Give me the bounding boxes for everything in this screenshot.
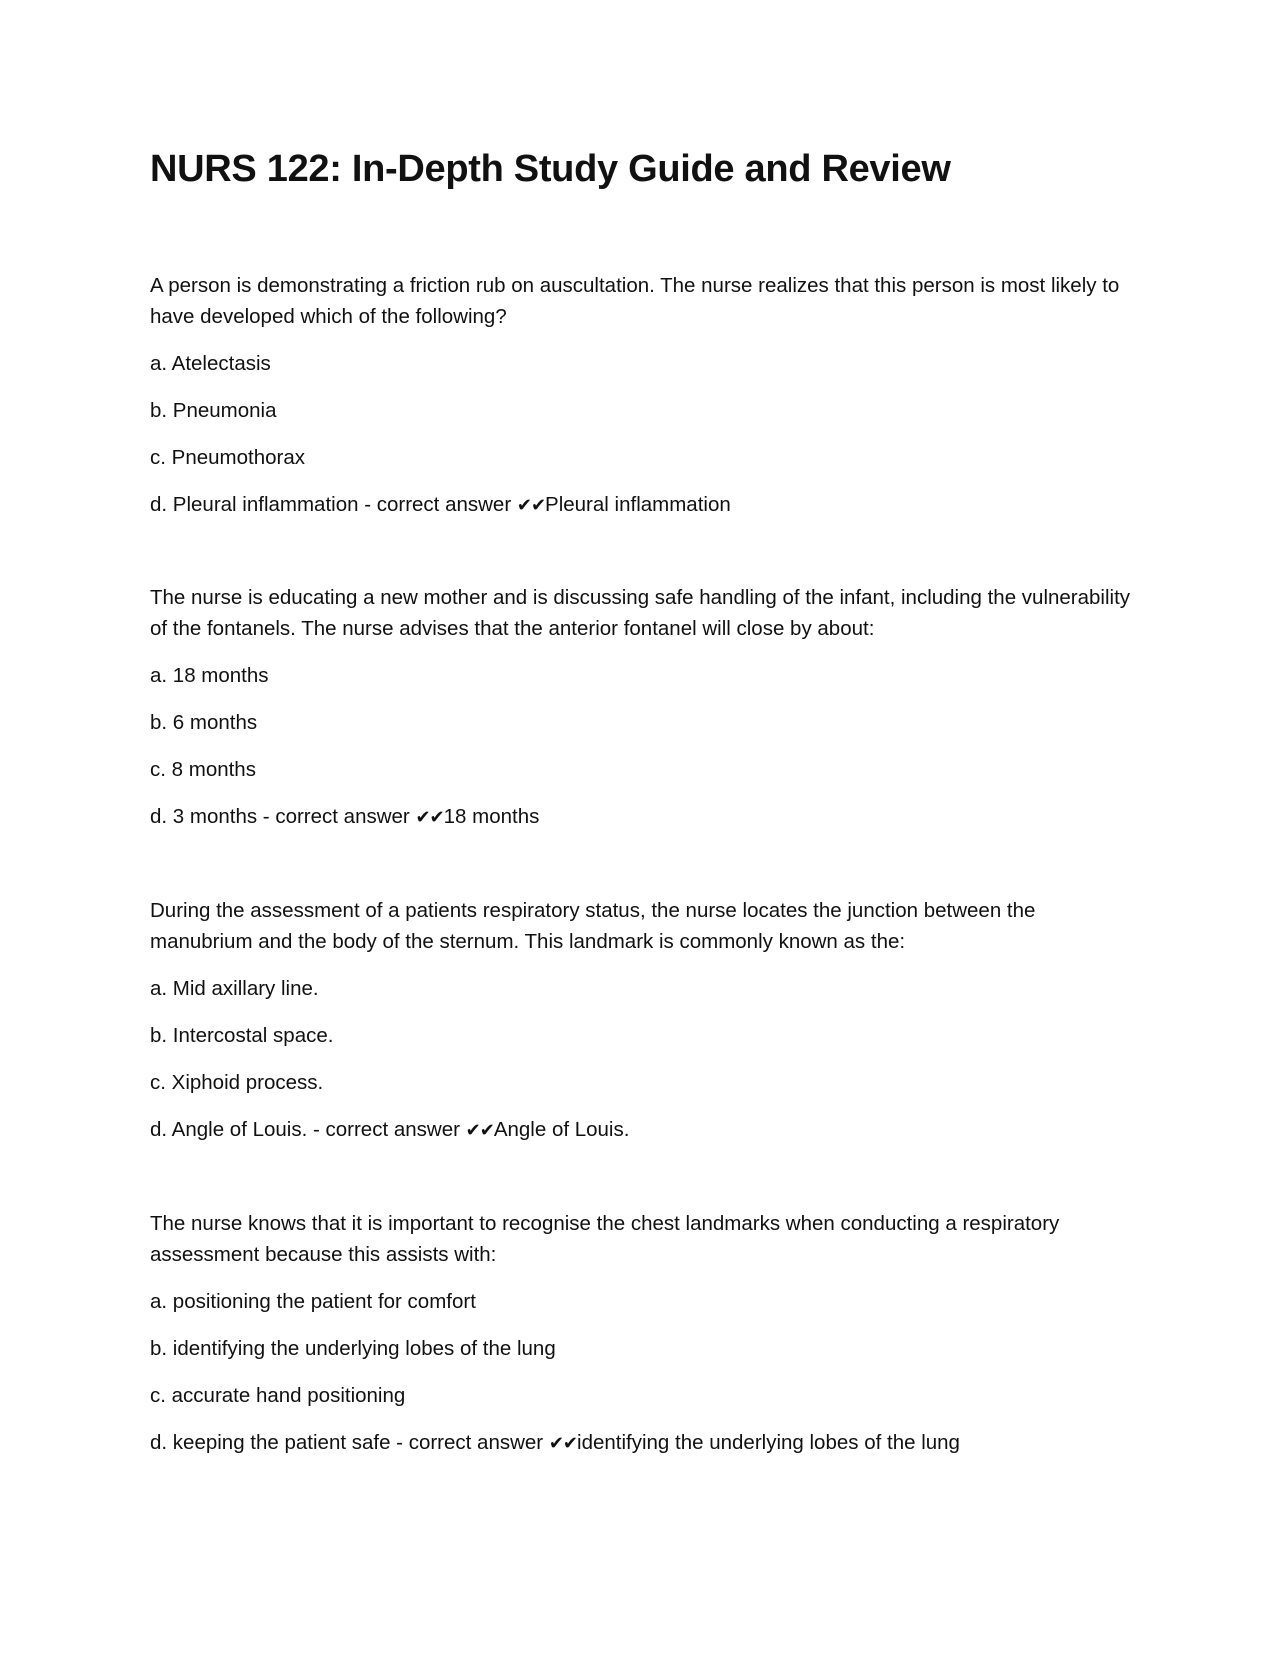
question-block-2 [150,582,1140,833]
question-block-3 [150,895,1140,1146]
option-b: b. Pneumonia [150,399,277,422]
check-mark-icon: ✔✔ [415,807,444,828]
option-b: b. 6 months [150,711,258,734]
option-d-with-answer [150,801,1140,833]
check-mark-icon: ✔✔ [548,1433,578,1454]
answer-options [150,1286,1140,1459]
option-a: a. 18 months [150,664,269,687]
answer-options [150,973,1140,1146]
option-c: c. 8 months [150,758,256,781]
check-mark-icon: ✔✔ [516,495,546,516]
correct-answer-text: 18 months [443,805,540,828]
option-d-with-answer [150,1427,1140,1459]
page-title: NURS 122: In-Depth Study Guide and Review [150,148,951,190]
option-d-with-answer [150,489,1140,521]
question-stem: The nurse is educating a new mother and is discussing safe handling of the infant, including the vulnerability of the fontanels. The nurse advises that the anterior fontanel will close by about: [150,586,1131,640]
option-d-text: d. Angle of Louis. - correct answer [150,1118,466,1141]
option-c: c. accurate hand positioning [150,1384,406,1407]
question-stem: A person is demonstrating a friction rub on auscultation. The nurse realizes that this person is most likely to have developed which of the following? [150,274,1120,328]
option-a: a. positioning the patient for comfort [150,1290,476,1313]
correct-answer-text: identifying the underlying lobes of the lung [577,1431,960,1454]
option-d-text: d. keeping the patient safe - correct answer [150,1431,549,1454]
option-a: a. Mid axillary line. [150,977,319,1000]
option-b: b. identifying the underlying lobes of the lung [150,1337,556,1360]
option-d-text: d. 3 months - correct answer [150,805,416,828]
check-mark-icon: ✔✔ [465,1120,494,1141]
option-d-text: d. Pleural inflammation - correct answer [150,493,517,516]
option-b: b. Intercostal space. [150,1024,334,1047]
correct-answer-text: Angle of Louis. [493,1118,630,1141]
question-block-4 [150,1208,1140,1459]
question-stem: The nurse knows that it is important to recognise the chest landmarks when conducting a respiratory assessment because this assists with: [150,1212,1060,1266]
option-a: a. Atelectasis [150,352,271,375]
answer-options [150,348,1140,521]
question-stem: During the assessment of a patients respiratory status, the nurse locates the junction between the manubrium and the body of the sternum. This landmark is commonly known as the: [150,899,1036,953]
answer-options [150,660,1140,833]
option-d-with-answer [150,1114,1140,1146]
question-block-1 [150,270,1140,521]
option-c: c. Xiphoid process. [150,1071,324,1094]
option-c: c. Pneumothorax [150,446,305,469]
correct-answer-text: Pleural inflammation [545,493,731,516]
